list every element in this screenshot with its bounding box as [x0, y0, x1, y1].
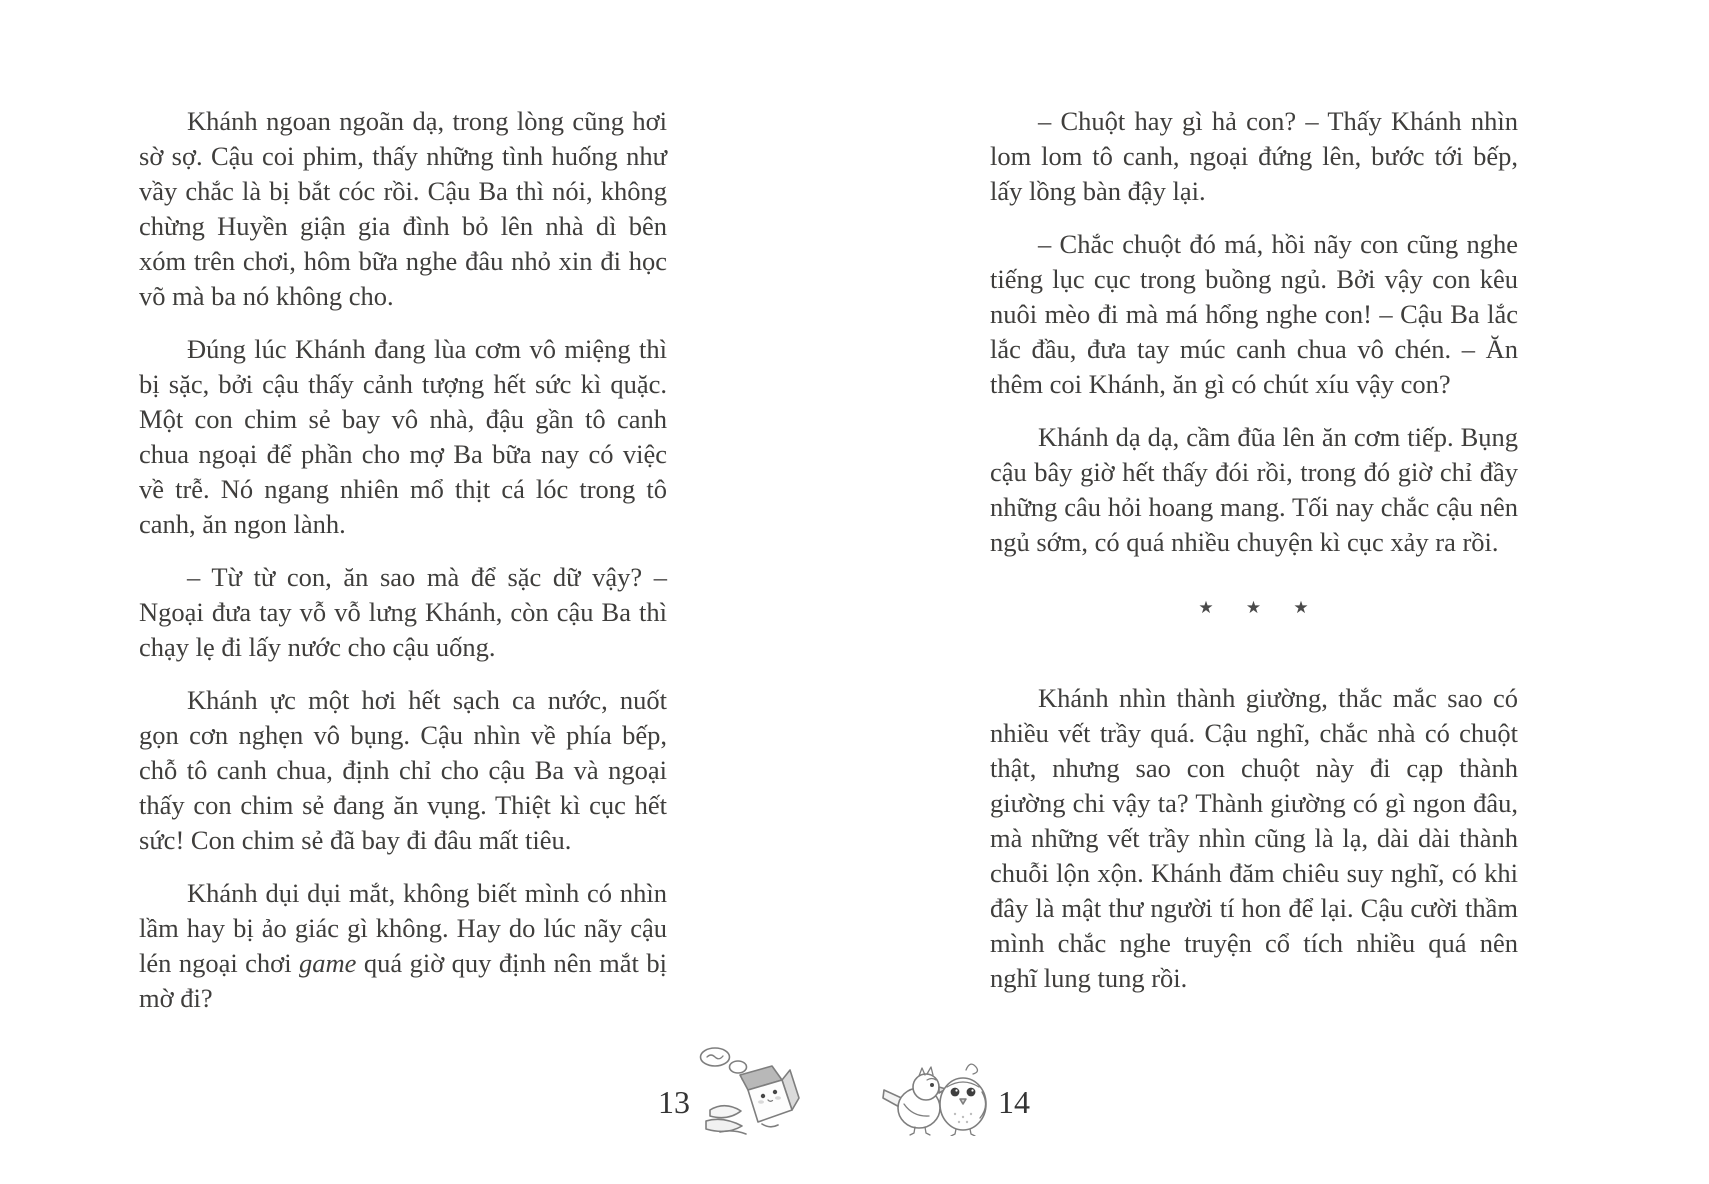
tofu-eye: [761, 1094, 765, 1098]
wing-feathers: [710, 1106, 741, 1118]
section-break-stars: ★ ★ ★: [1198, 598, 1310, 617]
paragraph-dialogue: – Chắc chuột đó má, hồi nãy con cũng nghe tiếng lục cục trong buồng ngủ. Bởi vậy con kêu nuôi mèo đi mà má hổng nghe con! – Cậu Ba lắc lắc đầu, đưa tay múc canh chua vô chén. – Ăn thêm coi Khánh, ăn gì có chút xíu vậy con?: [990, 229, 1518, 399]
wing-feathers: [706, 1119, 742, 1131]
left-page-text-column: [139, 104, 667, 1034]
tofu-eye: [773, 1090, 777, 1094]
paragraph-text-segment: quá giờ quy định nên mắt bị mờ đi?: [139, 948, 667, 1013]
left-page-number: 13: [658, 1084, 690, 1120]
right-bird-eye: [967, 1088, 976, 1097]
right-bird-eye-glint: [971, 1089, 973, 1091]
two-birds-illustration: [882, 1056, 990, 1136]
paragraph: Khánh ngoan ngoãn dạ, trong lòng cũng hơi sờ sợ. Cậu coi phim, thấy những tình huống như vầy chắc là bị bắt cóc rồi. Cậu Ba thì nói, không chừng Huyền giận gia đình bỏ lên nhà dì bên xóm trên chơi, hôm bữa nghe đâu nhỏ xin đi học võ mà ba nó không cho.: [139, 106, 667, 311]
right-bird-eye-glint: [955, 1089, 957, 1091]
paragraph-dialogue: – Chuột hay gì hả con? – Thấy Khánh nhìn lom lom tô canh, ngoại đứng lên, bước tới bếp, lấy lồng bàn đậy lại.: [990, 106, 1518, 206]
paragraph: [139, 876, 667, 1016]
italic-word: game: [299, 948, 357, 978]
right-page-number: 14: [998, 1084, 1030, 1120]
thought-bubble-medium: [730, 1061, 747, 1073]
tofu-foot: [762, 1124, 778, 1127]
thinking-tofu-creature-illustration: [698, 1046, 802, 1138]
left-bird-eye: [930, 1083, 934, 1087]
paragraph: Khánh ực một hơi hết sạch ca nước, nuốt gọn cơn nghẹn vô bụng. Cậu nhìn về phía bếp, chỗ tô canh chua, định chỉ cho cậu Ba và ngoại thấy con chim sẻ đang ăn vụng. Thiệt kì cục hết sức! Con chim sẻ đã bay đi đâu mất tiêu.: [139, 685, 667, 855]
right-bird-eye: [951, 1088, 960, 1097]
tofu-blush: [775, 1096, 781, 1099]
paragraph-dialogue: – Từ từ con, ăn sao mà để sặc dữ vậy? – Ngoại đưa tay vỗ vỗ lưng Khánh, còn cậu Ba thì chạy lẹ đi lấy nước cho cậu uống.: [139, 562, 667, 662]
tofu-blush: [758, 1100, 764, 1103]
paragraph: Khánh dạ dạ, cầm đũa lên ăn cơm tiếp. Bụng cậu bây giờ hết thấy đói rồi, trong đó giờ chỉ đầy những câu hỏi hoang mang. Tối nay chắc cậu nên ngủ sớm, có quá nhiều chuyện kì cục xảy ra rồi.: [990, 422, 1518, 557]
paragraph: Đúng lúc Khánh đang lùa cơm vô miệng thì bị sặc, bởi cậu thấy cảnh tượng hết sức kì quặc. Một con chim sẻ bay vô nhà, đậu gần tô canh chua ngoại để phần cho mợ Ba bữa nay có việc về trễ. Nó ngang nhiên mổ thịt cá lóc trong tô canh, ăn ngon lành.: [139, 334, 667, 539]
paragraph-text-segment: Khánh dụi dụi mắt, không biết mình có nhìn lầm hay bị ảo giác gì không. Hay do lúc nãy cậu lén ngoại chơi: [139, 878, 667, 978]
left-bird-head: [913, 1074, 939, 1100]
paragraph: Khánh nhìn thành giường, thắc mắc sao có nhiều vết trầy quá. Cậu nghĩ, chắc nhà có chuột thật, nhưng sao con chuột này đi cạp thành giường chi vậy ta? Thành giường có gì ngon đâu, mà những vết trầy nhìn cũng là lạ, dài dài thành chuỗi lộn xộn. Khánh đăm chiêu suy nghĩ, có khi đây là mật thư người tí hon để lại. Cậu cười thầm mình chắc nghe truyện cổ tích nhiều quá nên nghĩ lung tung rồi.: [990, 683, 1518, 993]
wing-feathers: [720, 1131, 746, 1134]
right-page-text-column: [990, 104, 1518, 1014]
right-bird-head-curl: [966, 1064, 977, 1074]
